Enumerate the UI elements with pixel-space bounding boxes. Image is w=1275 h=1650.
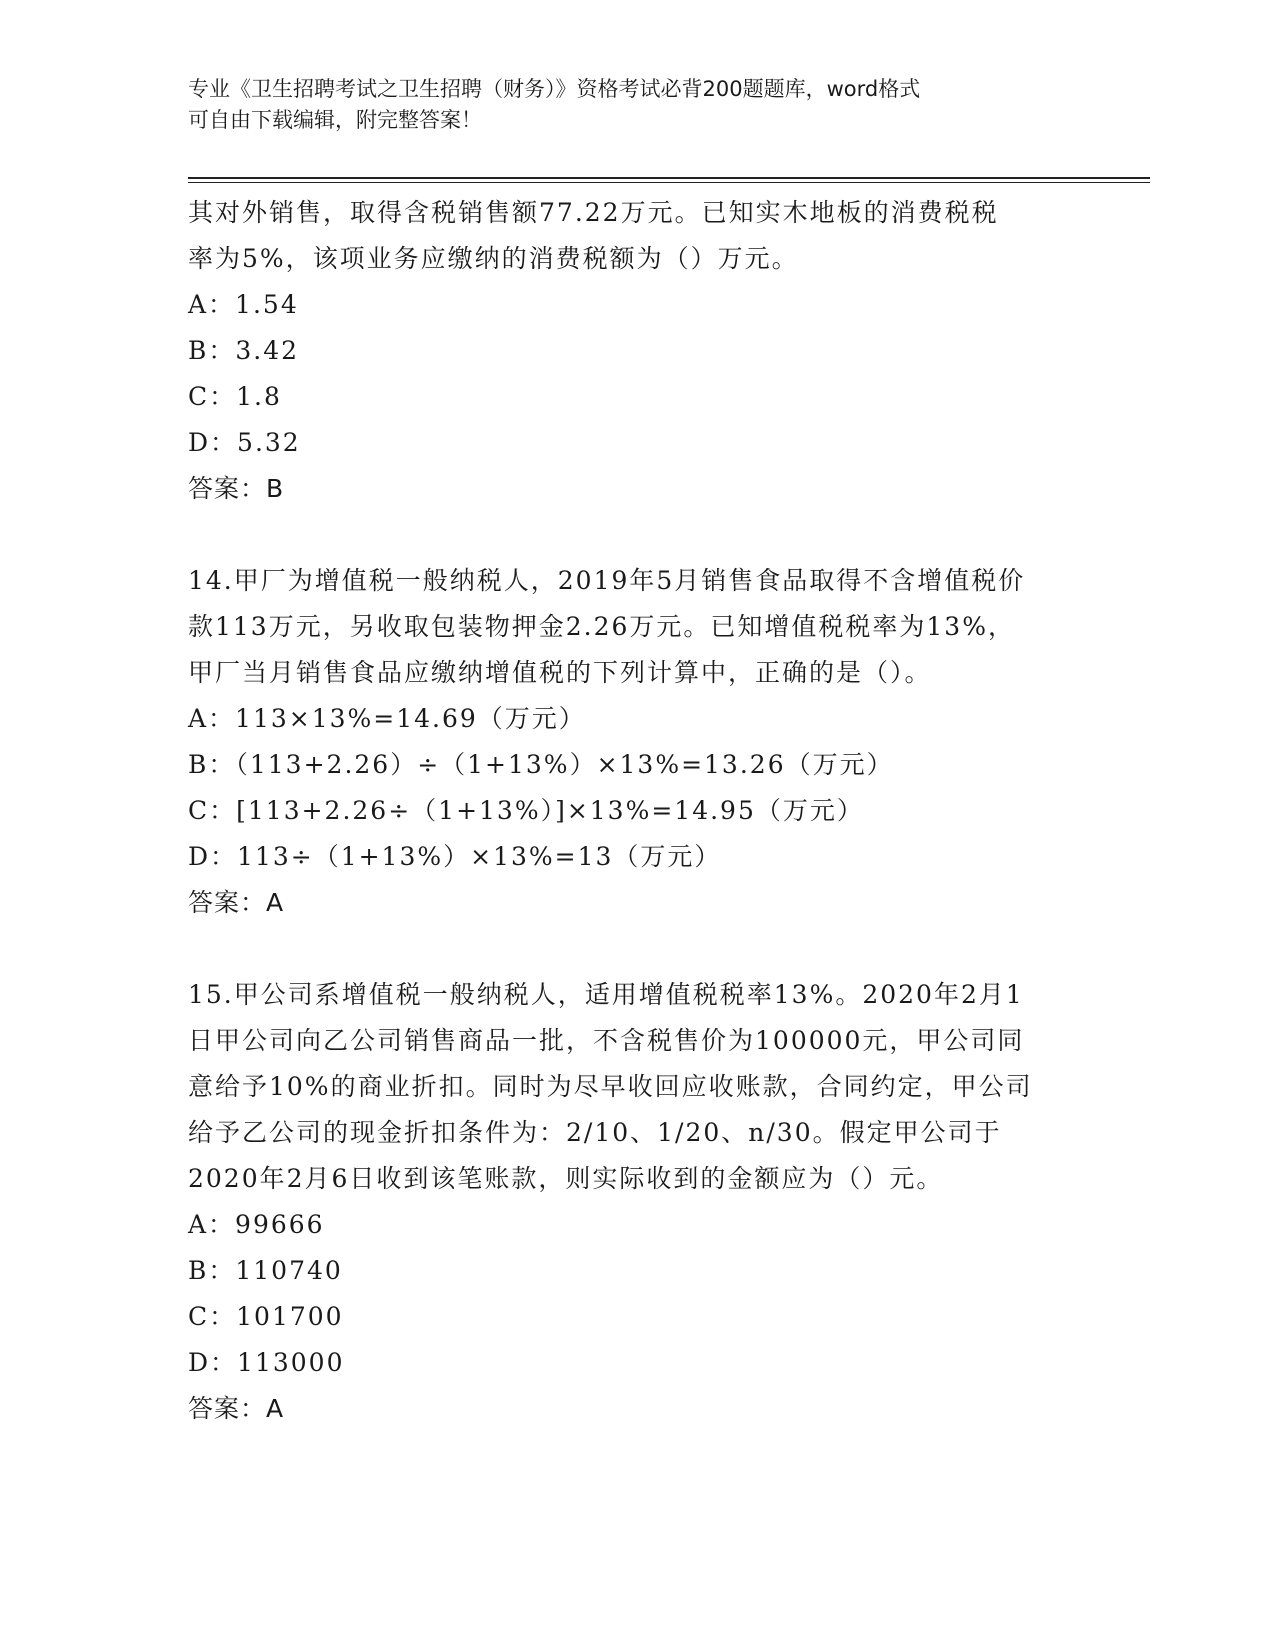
question-text-line: 意给予10%的商业折扣。同时为尽早收回应收账款，合同约定，甲公司 — [188, 1072, 1033, 1101]
option-d: D：113000 — [188, 1348, 345, 1377]
question-text-line: 14.甲厂为增值税一般纳税人，2019年5月销售食品取得不含增值税价 — [188, 566, 1026, 595]
option-b: B：110740 — [188, 1256, 343, 1285]
question-text-line: 15.甲公司系增值税一般纳税人，适用增值税税率13%。2020年2月1 — [188, 980, 1024, 1009]
question-text-line: 率为5%，该项业务应缴纳的消费税额为（）万元。 — [188, 244, 799, 273]
question-14 — [188, 558, 1088, 926]
document-header — [188, 74, 1088, 136]
question-list — [188, 190, 1088, 1432]
question-text-line: 给予乙公司的现金折扣条件为：2/10、1/20、n/30。假定甲公司于 — [188, 1118, 1002, 1147]
answer-line: 答案：A — [188, 1394, 285, 1423]
question-spacer — [188, 512, 1088, 558]
option-a: A：113×13%=14.69（万元） — [188, 704, 586, 733]
option-c: C：1.8 — [188, 382, 282, 411]
option-b: B：3.42 — [188, 336, 300, 365]
question-text-line: 甲厂当月销售食品应缴纳增值税的下列计算中，正确的是（）。 — [188, 658, 932, 687]
header-divider-thin — [188, 182, 1150, 183]
answer-line: 答案：B — [188, 474, 285, 503]
question-text-line: 日甲公司向乙公司销售商品一批，不含税售价为100000元，甲公司同 — [188, 1026, 1025, 1055]
answer-line: 答案：A — [188, 888, 285, 917]
option-c: C：[113+2.26÷（1+13%）]×13%=14.95（万元） — [188, 796, 864, 825]
option-a: A：99666 — [188, 1210, 325, 1239]
question-spacer — [188, 926, 1088, 972]
header-title-line-2: 可自由下载编辑，附完整答案！ — [188, 108, 482, 132]
question-text-line: 款113万元，另收取包装物押金2.26万元。已知增值税税率为13%， — [188, 612, 1015, 641]
header-divider-thick — [188, 177, 1150, 179]
option-c: C：101700 — [188, 1302, 344, 1331]
option-a: A：1.54 — [188, 290, 299, 319]
header-title-line-1: 专业《卫生招聘考试之卫生招聘（财务）》资格考试必背200题题库，word格式 — [188, 77, 921, 101]
question-text-line: 2020年2月6日收到该笔账款，则实际收到的金额应为（）元。 — [188, 1164, 944, 1193]
question-15 — [188, 972, 1088, 1432]
question-13 — [188, 190, 1088, 512]
option-d: D：5.32 — [188, 428, 301, 457]
option-d: D：113÷（1+13%）×13%=13（万元） — [188, 842, 722, 871]
question-text-line: 其对外销售，取得含税销售额77.22万元。已知实木地板的消费税税 — [188, 198, 999, 227]
option-b: B：（113+2.26）÷（1+13%）×13%=13.26（万元） — [188, 750, 894, 779]
